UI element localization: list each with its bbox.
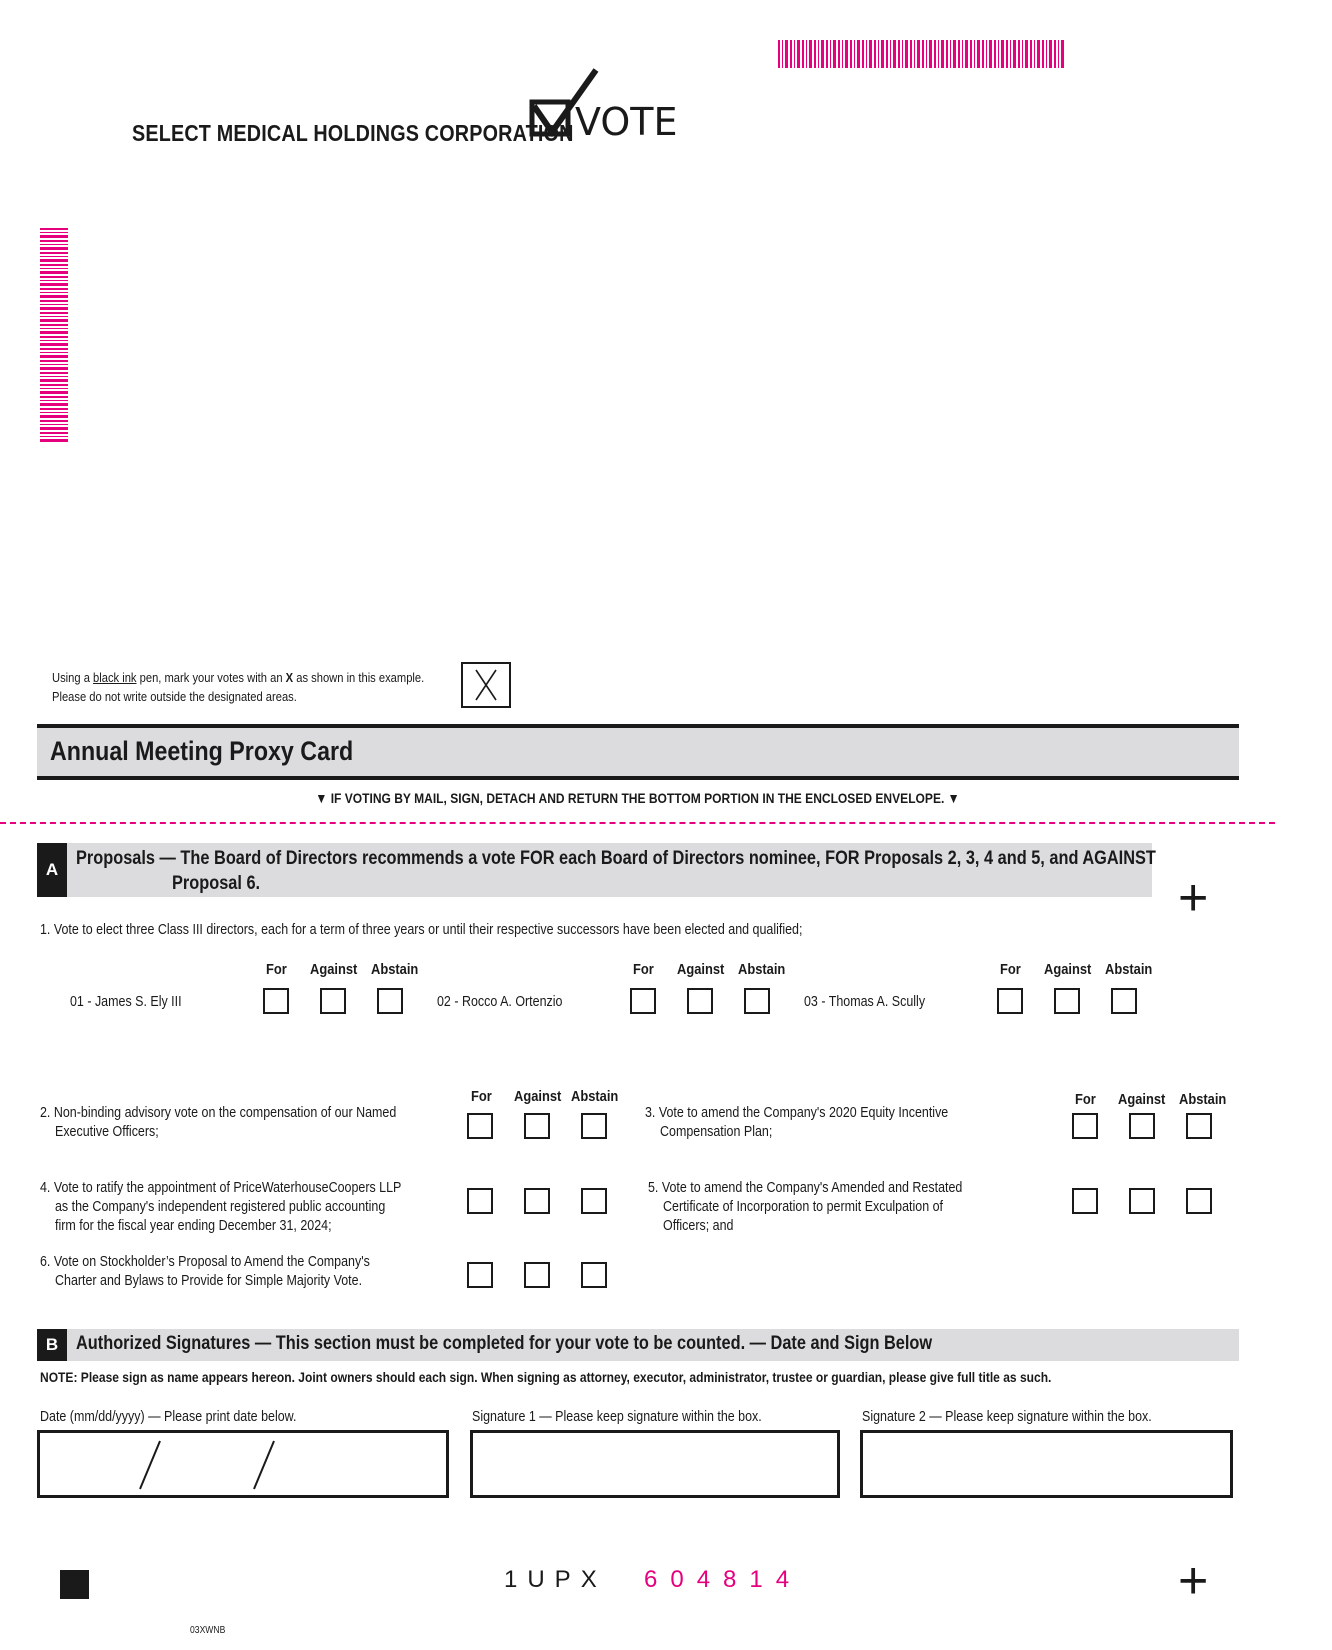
vote-logo xyxy=(530,68,678,148)
proposal-4-against-checkbox[interactable] xyxy=(524,1188,550,1214)
section-a-letter: A xyxy=(37,843,67,897)
nominee-01-abstain-checkbox[interactable] xyxy=(377,988,403,1014)
vote-logo-text: VOTE xyxy=(575,100,678,144)
signature-1-label: Signature 1 — Please keep signature within the box. xyxy=(472,1409,762,1425)
proposal-2-for-checkbox[interactable] xyxy=(467,1113,493,1139)
col-abstain: Abstain xyxy=(371,961,419,978)
signature-2-label: Signature 2 — Please keep signature within the box. xyxy=(862,1409,1152,1425)
nominee-01-for-checkbox[interactable] xyxy=(263,988,289,1014)
nominee-01-label: 01 - James S. Ely III xyxy=(70,994,182,1010)
col-for: For xyxy=(1000,961,1021,978)
proposal-6-for-checkbox[interactable] xyxy=(467,1262,493,1288)
example-x-box xyxy=(461,662,511,708)
proposal-5-abstain-checkbox[interactable] xyxy=(1186,1188,1212,1214)
form-number: 604814 xyxy=(644,1566,803,1593)
signing-note: NOTE: Please sign as name appears hereon. Joint owners should each sign. When signing as attorney, executor, administrator, trustee or guardian, please give full title as such. xyxy=(40,1369,1052,1385)
col-abstain: Abstain xyxy=(1179,1091,1227,1108)
nominee-03-abstain-checkbox[interactable] xyxy=(1111,988,1137,1014)
date-field[interactable] xyxy=(37,1430,449,1498)
proposal-6-abstain-checkbox[interactable] xyxy=(581,1262,607,1288)
nominee-03-for-checkbox[interactable] xyxy=(997,988,1023,1014)
col-against: Against xyxy=(1044,961,1092,978)
proposal-3-for-checkbox[interactable] xyxy=(1072,1113,1098,1139)
x-mark-icon xyxy=(463,664,509,706)
section-b-letter: B xyxy=(37,1329,67,1361)
proposal-2-abstain-checkbox[interactable] xyxy=(581,1113,607,1139)
mail-instructions: ▼ IF VOTING BY MAIL, SIGN, DETACH AND RETURN THE BOTTOM PORTION IN THE ENCLOSED ENVELOPE. ▼ xyxy=(315,790,960,806)
nominee-02-for-checkbox[interactable] xyxy=(630,988,656,1014)
registration-plus-icon: + xyxy=(1178,1552,1209,1610)
proposal-1-text: 1. Vote to elect three Class III directors, each for a term of three years or until their respective successors have been elected and qualified; xyxy=(40,922,803,938)
date-separator-slashes xyxy=(40,1433,446,1495)
barcode-side xyxy=(40,228,68,442)
proposal-4-for-checkbox[interactable] xyxy=(467,1188,493,1214)
proposal-5-text: 5. Vote to amend the Company's Amended and Restated Certificate of Incorporation to permit Exculpation of Officers; and xyxy=(648,1180,963,1234)
nominee-02-label: 02 - Rocco A. Ortenzio xyxy=(437,994,563,1010)
proposal-2-text: 2. Non-binding advisory vote on the compensation of our Named Executive Officers; xyxy=(40,1105,397,1140)
registration-plus-icon: + xyxy=(1178,869,1209,927)
col-for: For xyxy=(633,961,654,978)
date-label: Date (mm/dd/yyyy) — Please print date below. xyxy=(40,1409,297,1425)
proposal-2-against-checkbox[interactable] xyxy=(524,1113,550,1139)
registration-square xyxy=(60,1570,89,1599)
col-for: For xyxy=(471,1088,492,1105)
col-for: For xyxy=(266,961,287,978)
signature-2-field[interactable] xyxy=(860,1430,1233,1498)
nominee-01-against-checkbox[interactable] xyxy=(320,988,346,1014)
col-abstain: Abstain xyxy=(571,1088,619,1105)
proposal-3-text: 3. Vote to amend the Company's 2020 Equity Incentive Compensation Plan; xyxy=(645,1105,949,1140)
proposal-6-against-checkbox[interactable] xyxy=(524,1262,550,1288)
proposal-4-text: 4. Vote to ratify the appointment of PriceWaterhouseCoopers LLP as the Company's independent registered public accounting firm for the fiscal year ending December 31, 2024; xyxy=(40,1180,402,1234)
col-for: For xyxy=(1075,1091,1096,1108)
col-against: Against xyxy=(514,1088,562,1105)
divider xyxy=(37,776,1239,780)
section-a-title: Proposals — The Board of Directors recommends a vote FOR each Board of Directors nominee, FOR Proposals 2, 3, 4 and 5, and AGAINST Proposal 6. xyxy=(76,848,1156,894)
nominee-02-against-checkbox[interactable] xyxy=(687,988,713,1014)
proposal-5-for-checkbox[interactable] xyxy=(1072,1188,1098,1214)
card-title: Annual Meeting Proxy Card xyxy=(50,736,354,766)
detach-line xyxy=(0,822,1275,824)
nominee-02-abstain-checkbox[interactable] xyxy=(744,988,770,1014)
proposal-3-abstain-checkbox[interactable] xyxy=(1186,1113,1212,1139)
marking-instructions: Using a black ink pen, mark your votes with an X as shown in this example. Please do not write outside the designated areas. xyxy=(52,670,425,704)
col-abstain: Abstain xyxy=(738,961,786,978)
col-against: Against xyxy=(310,961,358,978)
proposal-6-text: 6. Vote on Stockholder’s Proposal to Amend the Company's Charter and Bylaws to Provide for Simple Majority Vote. xyxy=(40,1254,370,1289)
nominee-03-against-checkbox[interactable] xyxy=(1054,988,1080,1014)
col-against: Against xyxy=(1118,1091,1166,1108)
proposal-4-abstain-checkbox[interactable] xyxy=(581,1188,607,1214)
form-code: 1UPX xyxy=(504,1566,607,1593)
nominee-03-label: 03 - Thomas A. Scully xyxy=(804,994,926,1010)
signature-1-field[interactable] xyxy=(470,1430,840,1498)
col-abstain: Abstain xyxy=(1105,961,1153,978)
section-b-title: Authorized Signatures — This section must be completed for your vote to be counted. — Date and Sign Below xyxy=(76,1333,933,1354)
form-id: 03XWNB xyxy=(190,1625,226,1636)
barcode-top xyxy=(778,40,1064,68)
proposal-3-against-checkbox[interactable] xyxy=(1129,1113,1155,1139)
proposal-5-against-checkbox[interactable] xyxy=(1129,1188,1155,1214)
col-against: Against xyxy=(677,961,725,978)
company-name: SELECT MEDICAL HOLDINGS CORPORATION xyxy=(132,120,574,146)
